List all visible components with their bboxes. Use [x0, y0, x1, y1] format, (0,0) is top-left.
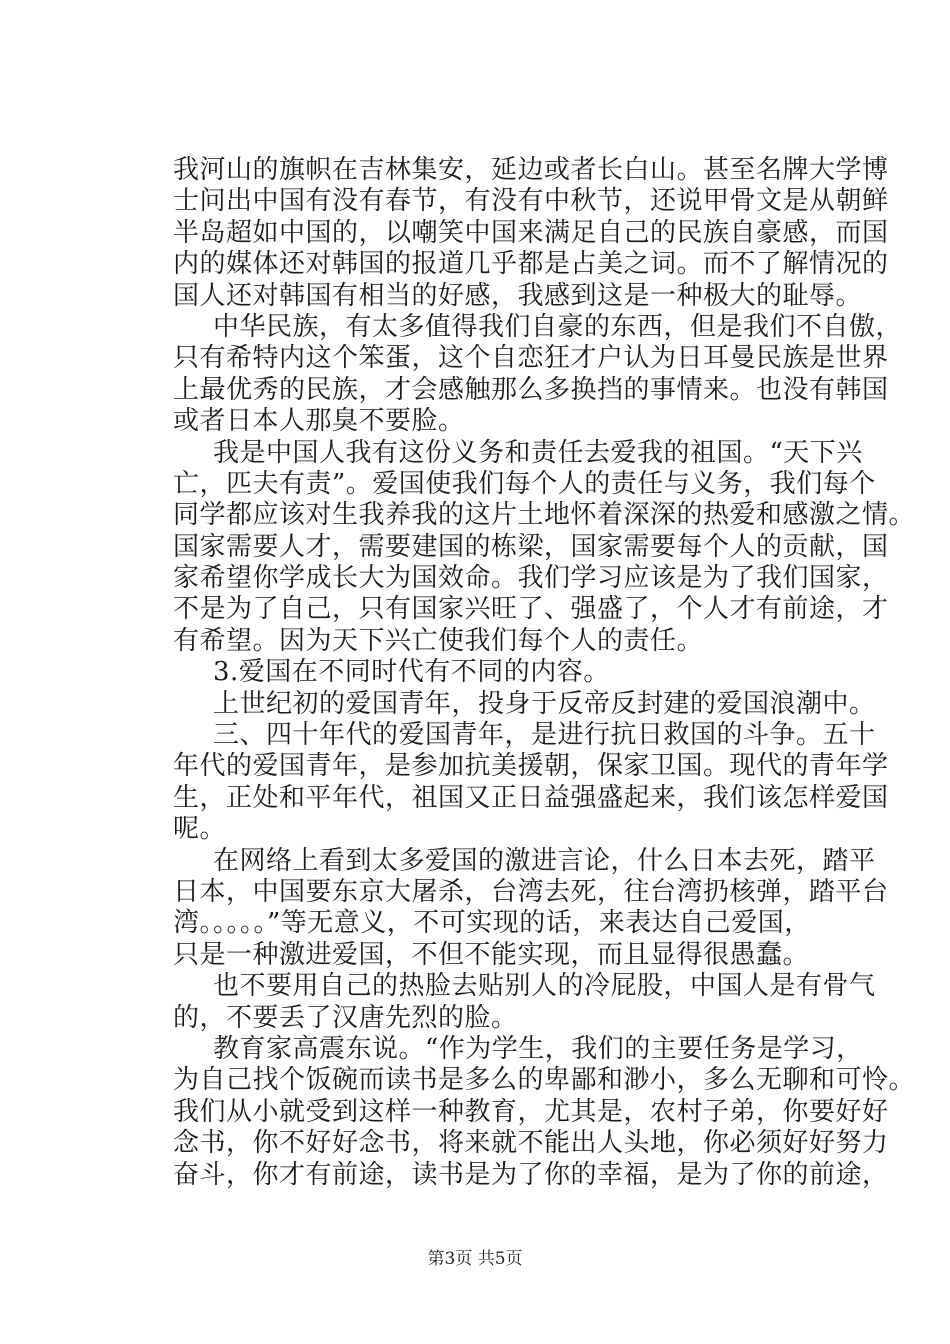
text-line: 不是为了自己，只有国家兴旺了、强盛了，个人才有前途，才 [173, 594, 889, 625]
text-line: 有希望。因为天下兴亡使我们每个人的责任。 [173, 625, 704, 656]
document-body [173, 155, 916, 1191]
text-line: 同学都应该对生我养我的这片土地怀着深深的热爱和感激之情。 [173, 500, 916, 531]
text-line: 年代的爱国青年，是参加抗美援朝，保家卫国。现代的青年学 [173, 751, 889, 782]
text-line: 为自己找个饭碗而读书是多么的卑鄙和渺小，多么无聊和可怜。 [173, 1065, 916, 1096]
text-line: 只有希特内这个笨蛋，这个自恋狂才户认为日耳曼民族是世界 [173, 343, 889, 374]
text-line: 教育家高震东说。“作为学生，我们的主要任务是学习， [213, 1033, 863, 1064]
text-line: 上世纪初的爱国青年，投身于反帝反封建的爱国浪潮中。 [213, 688, 876, 719]
text-line: 奋斗，你才有前途，读书是为了你的幸福，是为了你的前途， [173, 1159, 889, 1190]
text-line: 上最优秀的民族，才会感触那么多换挡的事情来。也没有韩国 [173, 374, 889, 405]
text-line: 士问出中国有没有春节，有没有中秋节，还说甲骨文是从朝鲜 [173, 186, 889, 217]
text-line: 内的媒体还对韩国的报道几乎都是占美之词。而不了解情况的 [173, 249, 889, 280]
text-line: 生，正处和平年代，祖国又正日益强盛起来，我们该怎样爱国 [173, 782, 889, 813]
text-line: 我们从小就受到这样一种教育，尤其是，农村子弟，你要好好 [173, 1096, 889, 1127]
text-line: 日本，中国要东京大屠杀，台湾去死，往台湾扔核弹，踏平台 [173, 876, 889, 907]
text-line: 家希望你学成长大为国效命。我们学习应该是为了我们国家， [173, 563, 889, 594]
text-line: 3.爱国在不同时代有不同的内容。 [213, 657, 610, 688]
text-line: 半岛超如中国的，以嘲笑中国来满足自己的民族自豪感，而国 [173, 217, 889, 248]
text-line: 只是一种激进爱国，不但不能实现，而且显得很愚蠢。 [173, 939, 810, 970]
text-line: 我是中国人我有这份义务和责任去爱我的祖国。“天下兴 [213, 437, 863, 468]
page-number-footer: 第3页 共5页 [427, 1249, 523, 1269]
text-line: 我河山的旗帜在吉林集安，延边或者长白山。甚至名牌大学博 [173, 155, 889, 185]
text-line: 呢。 [173, 814, 227, 845]
text-line: 湾。。。。。”等无意义，不可实现的话，来表达自己爱国， [173, 908, 811, 939]
text-line: 在网络上看到太多爱国的激进言论，什么日本去死，踏平 [213, 845, 876, 876]
text-line: 亡，匹夫有责”。爱国使我们每个人的责任与义务，我们每个 [173, 468, 876, 499]
text-line: 或者日本人那臭不要脸。 [173, 406, 465, 437]
text-line: 国家需要人才，需要建国的栋梁，国家需要每个人的贡献，国 [173, 531, 889, 562]
text-line: 念书，你不好好念书，将来就不能出人头地，你必须好好努力 [173, 1128, 889, 1159]
text-line: 的，不要丢了汉唐先烈的脸。 [173, 1002, 518, 1033]
text-line: 三、四十年代的爱国青年，是进行抗日救国的斗争。五十 [213, 720, 876, 751]
text-line: 国人还对韩国有相当的好感，我感到这是一种极大的耻辱。 [173, 280, 863, 311]
text-line: 中华民族，有太多值得我们自豪的东西，但是我们不自傲， [213, 311, 903, 342]
text-line: 也不要用自己的热脸去贴别人的冷屁股，中国人是有骨气 [213, 971, 876, 1002]
